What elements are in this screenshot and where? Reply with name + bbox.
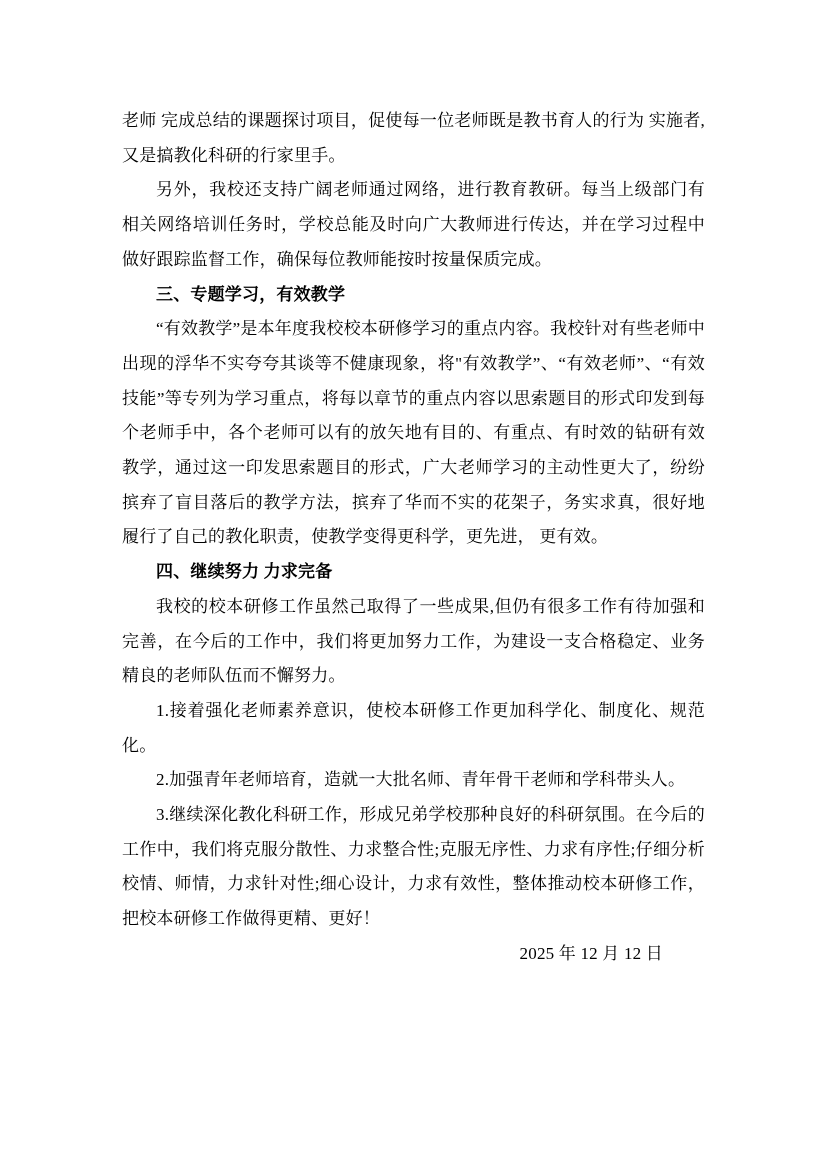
section-heading: 四、继续努力 力求完备 [156,562,333,582]
paragraph: 3.继续深化教化科研工作，形成兄弟学校那种良好的科研氛围。在今后的工作中，我们将克服分散性、力求整合性;克服无序性、力求有序性;仔细分析校情、师情，力求针对性;细心设计，力求有效性，整体推动校本研修工作，把校本研修工作做得更精、更好！ [122,805,705,929]
section-heading: 三、专题学习，有效教学 [156,284,346,304]
paragraph: “有效教学”是本年度我校校本研修学习的重点内容。我校针对有些老师中出现的浮华不实夸夸其谈等不健康现象，将"有效教学”、“有效老师”、“有效技能”等专列为学习重点，将每以章节的重点内容以思索题目的形式印发到每个老师手中，各个老师可以有的放矢地有目的、有重点、有时效的钻研有效教学，通过这一印发思索题目的形式，广大老师学习的主动性更大了，纷纷摈弃了盲目落后的教学方法，摈弃了华而不实的花架子，务实求真，很好地履行了自己的教化职责，使教学变得更科学，更先进， 更有效。 [122,319,705,547]
paragraph: 我校的校本研修工作虽然己取得了一些成果,但仍有很多工作有待加强和完善，在今后的工作中，我们将更加努力工作，为建设一支合格稳定、业务精良的老师队伍而不懈努力。 [122,596,705,686]
document-body [122,104,705,972]
paragraph: 2.加强青年老师培育，造就一大批名师、青年骨干老师和学科带头人。 [156,770,686,790]
paragraph: 另外，我校还支持广阔老师通过网络，进行教育教研。每当上级部门有相关网络培训任务时，学校总能及时向广大教师进行传达，并在学习过程中做好跟踪监督工作，确保每位教师能按时按量保质完成。 [122,180,705,269]
paragraph: 1.接着强化老师素养意识，使校本研修工作更加科学化、制度化、规范化。 [122,700,705,755]
date-line: 2025 年 12 月 12 日 [519,943,663,963]
paragraph: 老师 完成总结的课题探讨项目，促使每一位老师既是教书育人的行为 实施者,又是搞教化科研的行家里手。 [122,111,705,165]
